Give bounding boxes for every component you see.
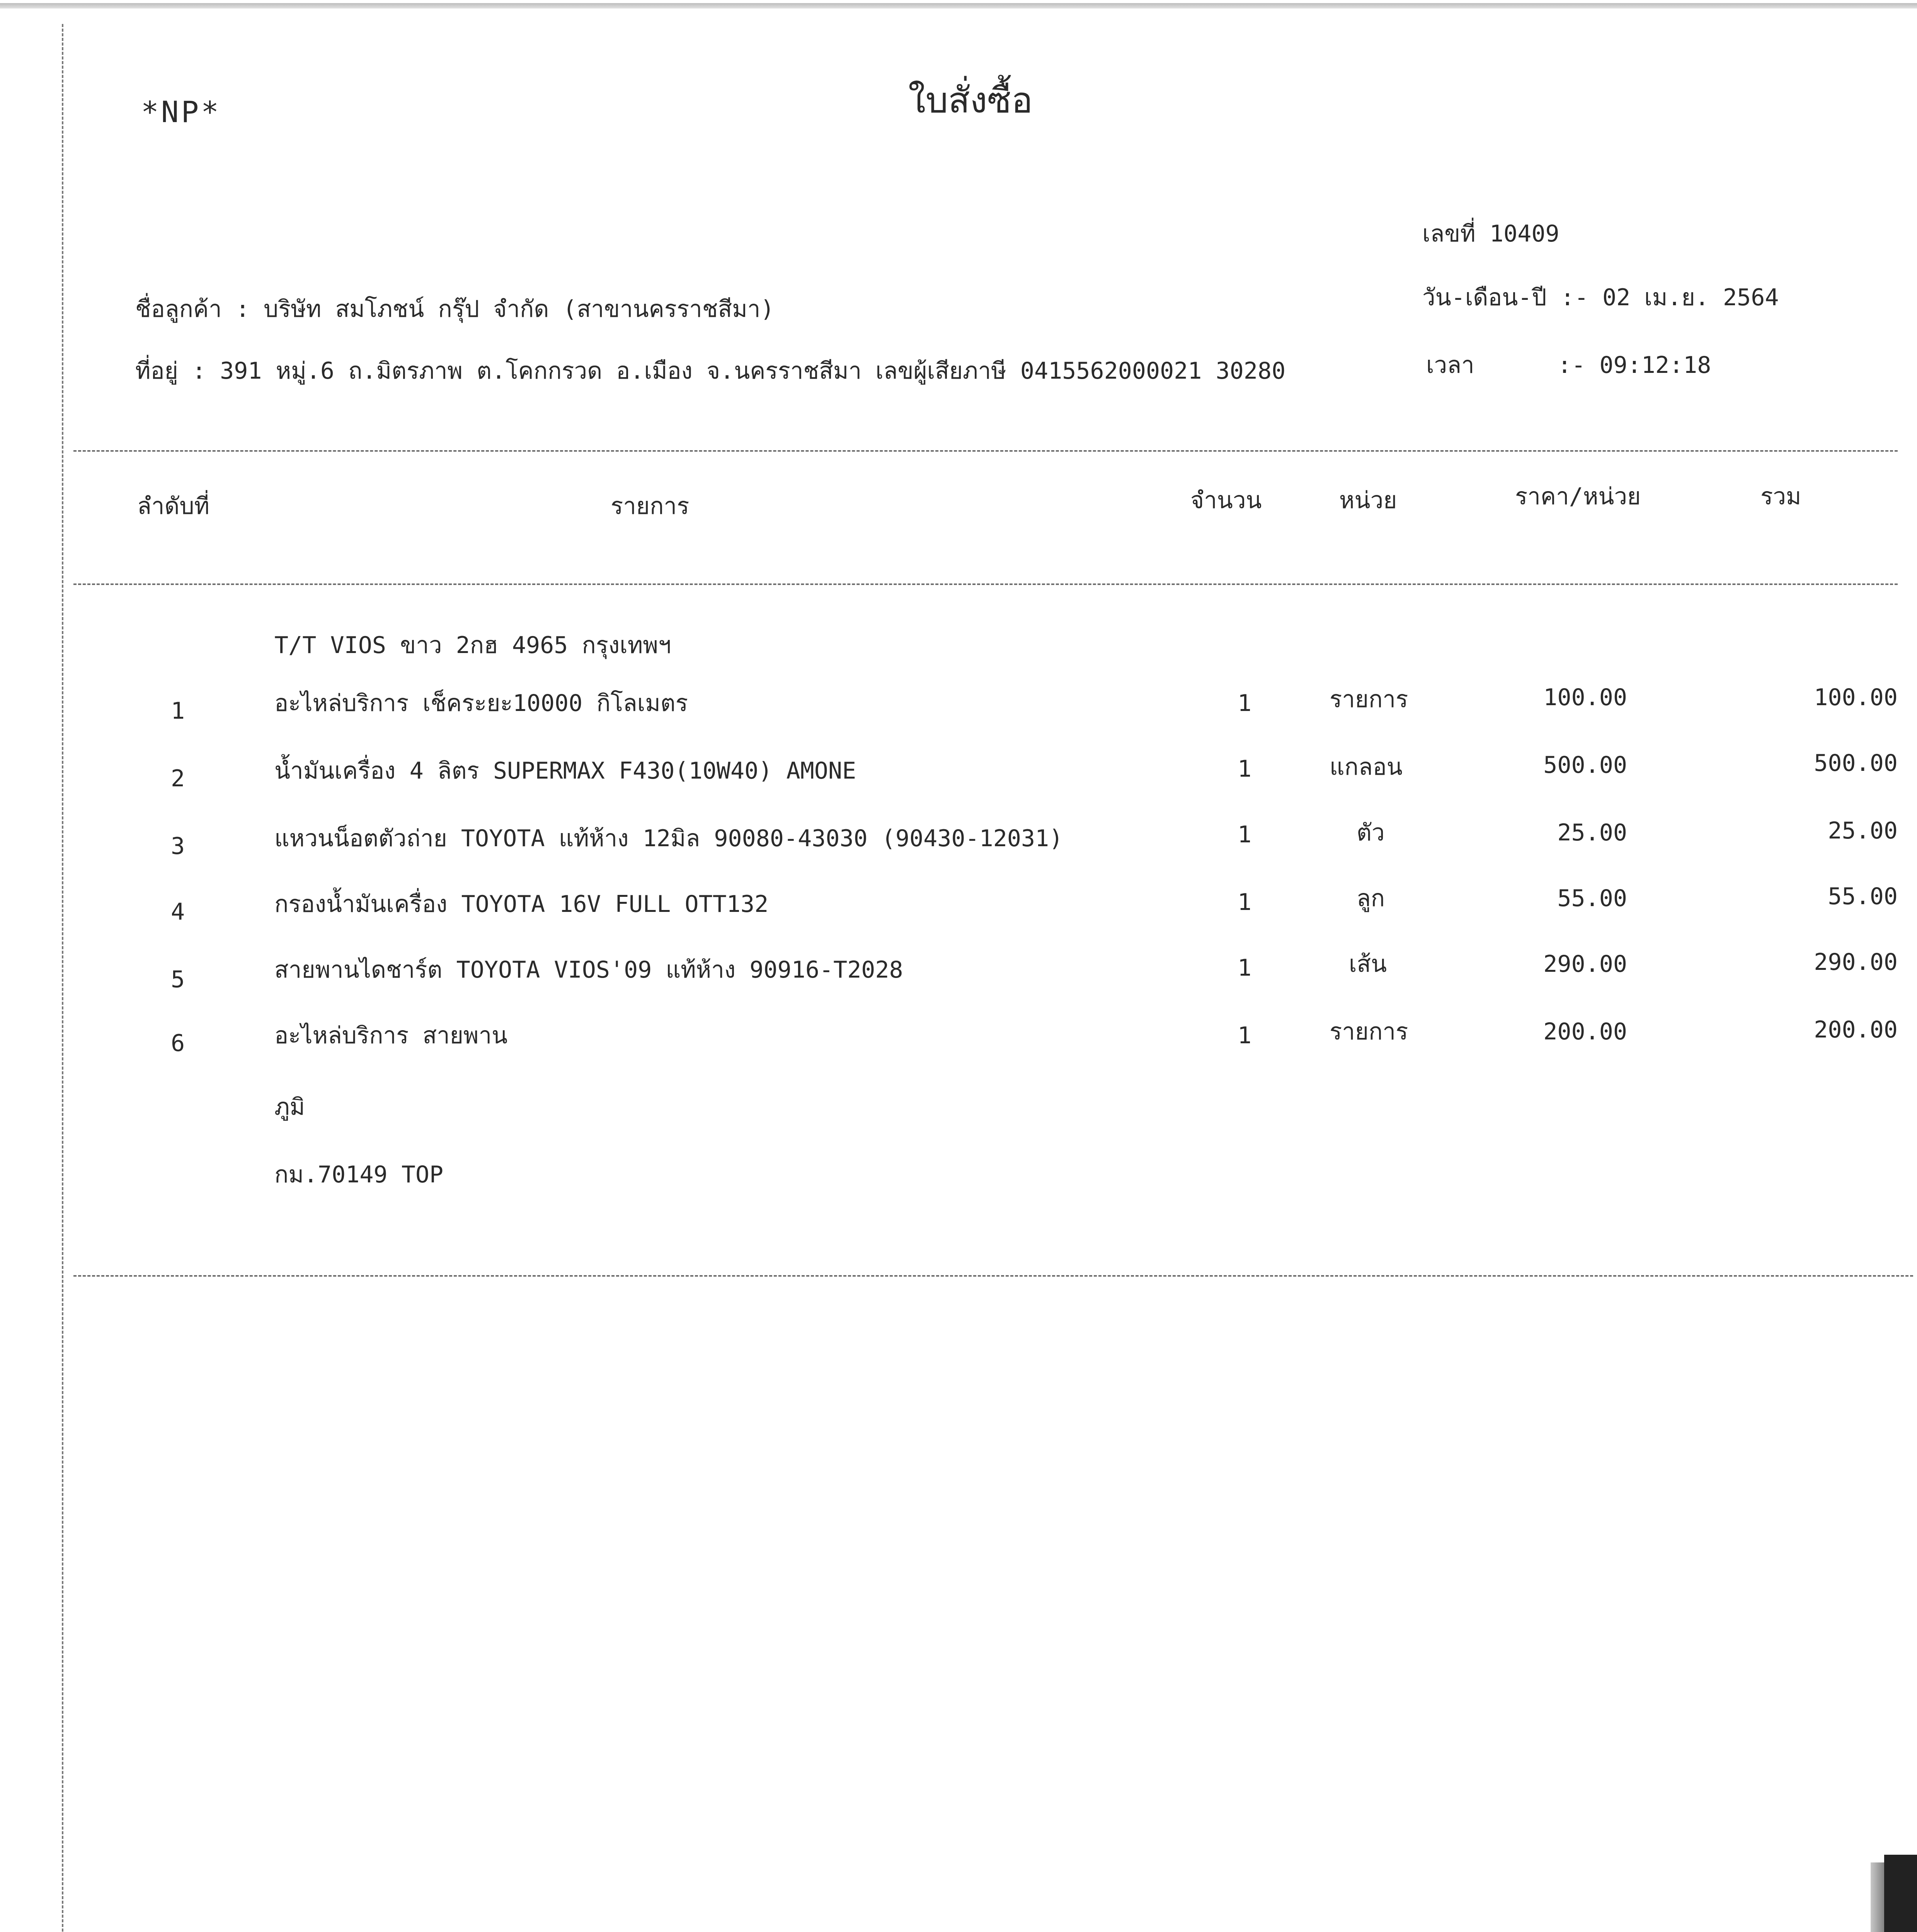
row-qty: 1: [1237, 954, 1252, 981]
divider-body-end: [73, 1275, 1913, 1277]
col-header-total: รวม: [1760, 483, 1801, 510]
post-note: ภูมิ: [274, 1094, 305, 1121]
row-price: 500.00: [1543, 752, 1627, 779]
customer-name: ชื่อลูกค้า : บริษัท สมโภชน์ กรุ๊ป จำกัด (สาขานครราชสีมา): [135, 296, 775, 323]
row-item: กรองน้ำมันเครื่อง TOYOTA 16V FULL OTT132: [274, 891, 769, 918]
post-note: กม.70149 TOP: [274, 1161, 444, 1188]
col-header-no: ลำดับที่: [137, 493, 210, 520]
col-header-item: รายการ: [611, 493, 690, 520]
row-qty: 1: [1237, 821, 1252, 848]
row-price: 200.00: [1543, 1018, 1627, 1045]
row-qty: 1: [1237, 755, 1252, 782]
time-label: เวลา: [1426, 352, 1474, 379]
row-price: 100.00: [1543, 684, 1627, 711]
divider-top: [73, 450, 1898, 452]
doc-code: *NP*: [141, 95, 221, 129]
document-title: ใบสั่งซื้อ: [908, 80, 1033, 121]
row-total: 100.00: [1814, 684, 1898, 711]
row-qty: 1: [1237, 690, 1252, 717]
row-total: 25.00: [1828, 817, 1898, 844]
row-total: 200.00: [1814, 1016, 1898, 1043]
row-total: 55.00: [1828, 883, 1898, 910]
row-no: 1: [170, 697, 185, 724]
row-no: 4: [170, 898, 185, 925]
row-qty: 1: [1237, 889, 1252, 916]
row-price: 290.00: [1543, 951, 1627, 978]
col-header-qty: จำนวน: [1190, 487, 1262, 514]
row-unit: รายการ: [1330, 1018, 1408, 1045]
row-no: 2: [170, 765, 185, 792]
row-total: 500.00: [1814, 750, 1898, 777]
row-unit: รายการ: [1330, 686, 1408, 713]
row-unit: ลูก: [1357, 885, 1385, 912]
customer-address: ที่อยู่ : 391 หมู่.6 ถ.มิตรภาพ ต.โคกกรวด อ.เมือง จ.นครราชสีมา เลขผู้เสียภาษี 0415562000021 30280: [135, 357, 1286, 384]
document-number: เลขที่ 10409: [1422, 220, 1559, 247]
row-item: น้ำมันเครื่อง 4 ลิตร SUPERMAX F430(10W40) AMONE: [274, 757, 856, 784]
row-unit: เส้น: [1349, 951, 1387, 978]
row-item: สายพานไดชาร์ต TOYOTA VIOS'09 แท้ห้าง 90916-T2028: [274, 956, 903, 983]
row-unit: ตัว: [1357, 819, 1385, 846]
scan-top-edge: [0, 3, 1917, 9]
row-no: 3: [170, 833, 185, 860]
row-no: 5: [170, 966, 185, 993]
time-value: :- 09:12:18: [1558, 352, 1711, 379]
row-item: อะไหล่บริการ สายพาน: [274, 1022, 508, 1049]
row-price: 25.00: [1557, 819, 1627, 846]
vehicle-note: T/T VIOS ขาว 2กฮ 4965 กรุงเทพฯ: [274, 632, 671, 659]
scan-edge-bar: [1884, 1855, 1917, 1932]
row-qty: 1: [1237, 1022, 1252, 1049]
row-item: อะไหล่บริการ เช็คระยะ10000 กิโลเมตร: [274, 690, 688, 717]
row-unit: แกลอน: [1330, 753, 1403, 781]
row-total: 290.00: [1814, 949, 1898, 976]
scan-shadow: [1871, 1862, 1886, 1932]
divider-header: [73, 583, 1898, 585]
col-header-unit: หน่วย: [1339, 487, 1397, 514]
document-date: วัน-เดือน-ปี :- 02 เม.ย. 2564: [1422, 284, 1779, 311]
row-no: 6: [170, 1030, 185, 1057]
row-item: แหวนน็อตตัวถ่าย TOYOTA แท้ห้าง 12มิล 90080-43030 (90430-12031): [274, 825, 1063, 852]
col-header-price: ราคา/หน่วย: [1515, 483, 1641, 510]
row-price: 55.00: [1557, 885, 1627, 912]
